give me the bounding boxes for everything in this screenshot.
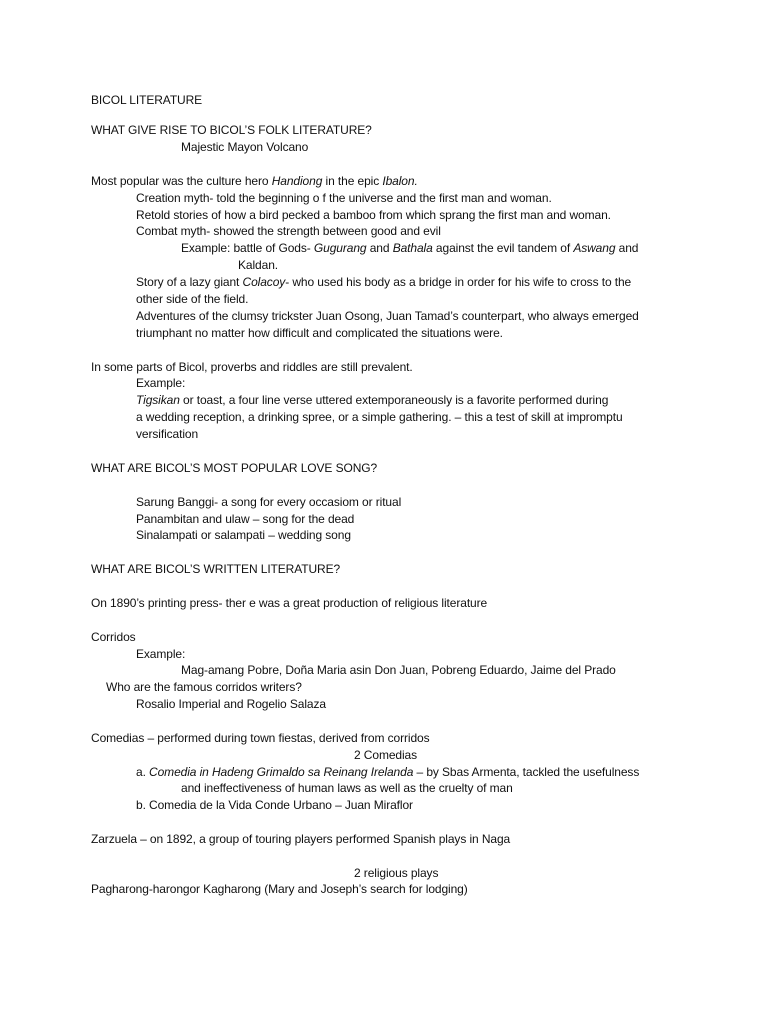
text-run: Most popular was the culture hero bbox=[91, 174, 272, 188]
comedia-a-line bbox=[136, 765, 639, 780]
question-written-literature: WHAT ARE BICOL’S WRITTEN LITERATURE? bbox=[91, 562, 341, 576]
proverbs-example-label: Example: bbox=[136, 376, 186, 390]
giant-story-line bbox=[136, 275, 631, 290]
song-item: Panambitan and ulaw – song for the dead bbox=[136, 512, 355, 526]
corridos-writers: Rosalio Imperial and Rogelio Salaza bbox=[136, 697, 326, 711]
text-run: in the epic bbox=[322, 174, 383, 188]
text-run: Example: battle of Gods- bbox=[181, 241, 314, 255]
text-run: Story of a lazy giant bbox=[136, 275, 243, 289]
tigsikan-cont-2: versification bbox=[136, 427, 199, 441]
song-item: Sinalampati or salampati – wedding song bbox=[136, 528, 351, 542]
creation-myth-line: Creation myth- told the beginning o f the universe and the first man and woman. bbox=[136, 191, 552, 205]
evil-name: Aswang bbox=[573, 241, 616, 255]
text-run: or toast, a four line verse uttered extemporaneously is a favorite performed during bbox=[179, 393, 609, 407]
two-comedias-heading: 2 Comedias bbox=[354, 748, 418, 762]
giant-name: Colacoy bbox=[242, 275, 286, 289]
comedia-b-line: b. Comedia de la Vida Conde Urbano – Juan Miraflor bbox=[136, 798, 413, 812]
god-name: Bathala bbox=[392, 241, 433, 255]
printing-press-line: On 1890’s printing press- ther e was a great production of religious literature bbox=[91, 596, 488, 610]
hero-name: Handiong bbox=[271, 174, 323, 188]
comedia-title: Comedia in Hadeng Grimaldo sa Reinang Irelanda bbox=[149, 765, 414, 779]
corridos-example-label: Example: bbox=[136, 647, 186, 661]
two-religious-heading: 2 religious plays bbox=[354, 866, 439, 880]
comedia-a-cont: and ineffectiveness of human laws as well as the cruelty of man bbox=[181, 781, 513, 795]
battle-example-cont: Kaldan. bbox=[238, 258, 278, 272]
corridos-heading: Corridos bbox=[91, 630, 136, 644]
adventures-line: Adventures of the clumsy trickster Juan Osong, Juan Tamad’s counterpart, who always emerged bbox=[136, 309, 639, 323]
combat-myth-line: Combat myth- showed the strength between good and evil bbox=[136, 224, 441, 238]
text-run: and bbox=[366, 241, 393, 255]
song-item: Sarung Banggi- a song for every occasiom or ritual bbox=[136, 495, 402, 509]
tigsikan-line bbox=[136, 393, 608, 408]
text-run: and bbox=[615, 241, 639, 255]
retold-stories-line: Retold stories of how a bird pecked a bamboo from which sprang the first man and woman. bbox=[136, 208, 611, 222]
text-run: – by Sbas Armenta, tackled the usefulness bbox=[413, 765, 640, 779]
question-love-song: WHAT ARE BICOL’S MOST POPULAR LOVE SONG? bbox=[91, 461, 378, 475]
answer-mayon: Majestic Mayon Volcano bbox=[181, 140, 309, 154]
corridos-writers-question: Who are the famous corridos writers? bbox=[106, 680, 302, 694]
god-name: Gugurang bbox=[313, 241, 367, 255]
culture-hero-line bbox=[91, 174, 418, 189]
text-run: against the evil tandem of bbox=[432, 241, 574, 255]
tigsikan-word: Tigsikan bbox=[136, 393, 180, 407]
epic-name: Ibalon. bbox=[382, 174, 418, 188]
proverbs-line: In some parts of Bicol, proverbs and riddles are still prevalent. bbox=[91, 360, 413, 374]
text-run: a. bbox=[136, 765, 150, 779]
text-run: - who used his body as a bridge in order for his wife to cross to the bbox=[285, 275, 632, 289]
tigsikan-cont-1: a wedding reception, a drinking spree, or a simple gathering. – this a test of skill at impromptu bbox=[136, 410, 623, 424]
corridos-titles: Mag-amang Pobre, Doña Maria asin Don Juan, Pobreng Eduardo, Jaime del Prado bbox=[181, 663, 616, 677]
document-title: BICOL LITERATURE bbox=[91, 93, 203, 107]
battle-example-line bbox=[181, 241, 638, 256]
question-folk-literature: WHAT GIVE RISE TO BICOL’S FOLK LITERATURE? bbox=[91, 123, 372, 137]
comedias-line: Comedias – performed during town fiestas, derived from corridos bbox=[91, 731, 430, 745]
giant-story-cont: other side of the field. bbox=[136, 292, 249, 306]
zarzuela-line: Zarzuela – on 1892, a group of touring players performed Spanish plays in Naga bbox=[91, 832, 511, 846]
pagharong-line: Pagharong-harongor Kagharong (Mary and Joseph’s search for lodging) bbox=[91, 882, 468, 896]
adventures-cont: triumphant no matter how difficult and complicated the situations were. bbox=[136, 326, 503, 340]
